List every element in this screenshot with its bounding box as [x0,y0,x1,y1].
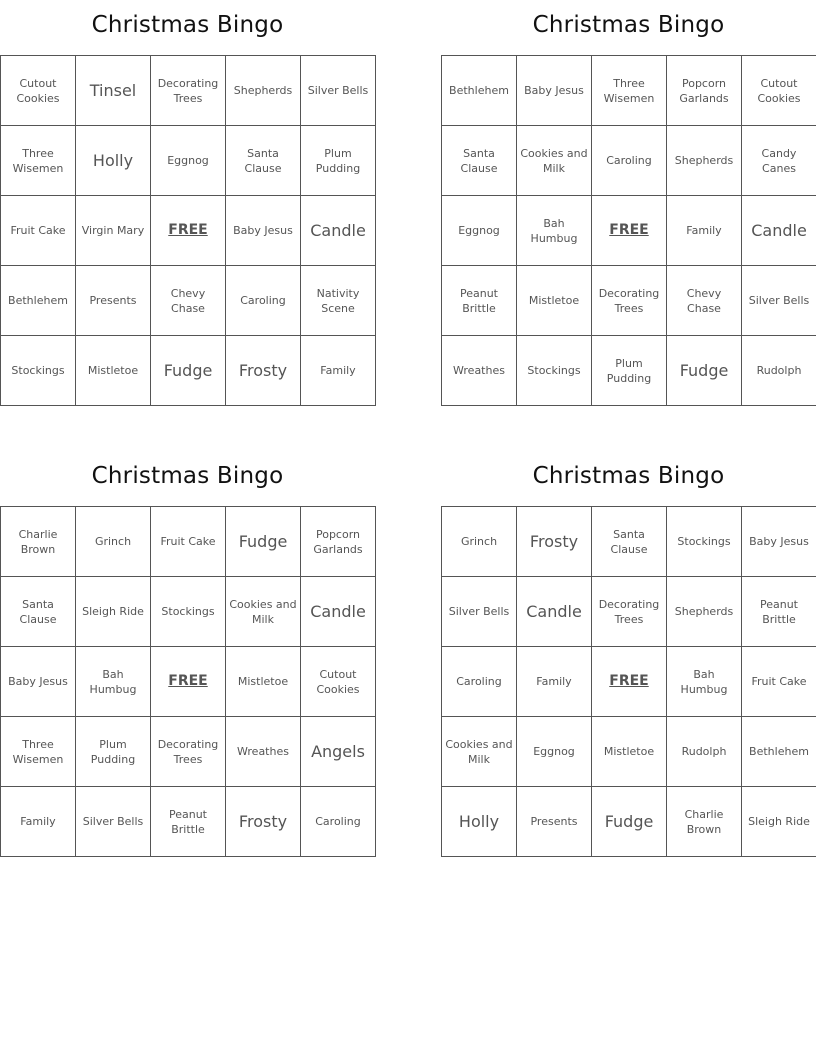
grid-cell: Chevy Chase [151,266,226,336]
grid-cell: Candle [301,196,376,266]
grid-cell: Fruit Cake [151,507,226,577]
grid-cell: Cutout Cookies [301,647,376,717]
grid-cell: Bethlehem [442,56,517,126]
grid-cell: Santa Clause [226,126,301,196]
grid-cell: Santa Clause [1,577,76,647]
grid-cell: Shepherds [667,126,742,196]
grid-cell: Family [667,196,742,266]
grid-cell: Nativity Scene [301,266,376,336]
grid-cell: Baby Jesus [226,196,301,266]
grid-cell: Baby Jesus [517,56,592,126]
grid-cell: Holly [76,126,151,196]
grid-cell: Eggnog [442,196,517,266]
grid-cell: Family [301,336,376,406]
grid-row [1,56,376,126]
grid-row [1,577,376,647]
grid-cell: Candle [742,196,816,266]
grid-cell: Cookies and Milk [226,577,301,647]
grid-cell: Tinsel [76,56,151,126]
grid-cell: Fudge [226,507,301,577]
grid-row [442,507,816,577]
bingo-grid [441,506,816,857]
grid-row [1,717,376,787]
grid-cell: Plum Pudding [76,717,151,787]
grid-cell: Stockings [667,507,742,577]
grid-cell: Santa Clause [592,507,667,577]
grid-cell: Bah Humbug [667,647,742,717]
grid-cell: Silver Bells [76,787,151,857]
grid-cell: Cutout Cookies [742,56,816,126]
grid-cell: Holly [442,787,517,857]
grid-row [1,787,376,857]
grid-row [1,507,376,577]
free-space: FREE [151,647,226,717]
grid-row [442,336,816,406]
grid-cell: Cookies and Milk [517,126,592,196]
grid-cell: Sleigh Ride [76,577,151,647]
grid-cell: Rudolph [742,336,816,406]
grid-cell: Silver Bells [301,56,376,126]
grid-cell: Sleigh Ride [742,787,816,857]
grid-cell: Peanut Brittle [151,787,226,857]
free-space: FREE [592,196,667,266]
grid-cell: Chevy Chase [667,266,742,336]
grid-cell: Mistletoe [76,336,151,406]
grid-cell: Mistletoe [517,266,592,336]
grid-cell: Presents [76,266,151,336]
bingo-grid [441,55,816,406]
grid-cell: Peanut Brittle [442,266,517,336]
grid-row [442,196,816,266]
grid-cell: Silver Bells [442,577,517,647]
grid-cell: Baby Jesus [742,507,816,577]
grid-cell: Shepherds [226,56,301,126]
grid-cell: Decorating Trees [592,577,667,647]
grid-cell: Wreathes [442,336,517,406]
grid-cell: Frosty [226,787,301,857]
grid-cell: Virgin Mary [76,196,151,266]
card-title: Christmas Bingo [532,463,725,489]
grid-cell: Presents [517,787,592,857]
grid-row [1,336,376,406]
grid-cell: Caroling [592,126,667,196]
grid-row [442,647,816,717]
grid-cell: Fudge [151,336,226,406]
grid-cell: Decorating Trees [592,266,667,336]
grid-cell: Cutout Cookies [1,56,76,126]
grid-cell: Santa Clause [442,126,517,196]
grid-cell: Decorating Trees [151,56,226,126]
grid-cell: Fruit Cake [1,196,76,266]
bingo-grid [0,55,376,406]
grid-cell: Frosty [226,336,301,406]
grid-cell: Family [1,787,76,857]
grid-cell: Family [517,647,592,717]
grid-cell: Fudge [667,336,742,406]
grid-cell: Bethlehem [1,266,76,336]
bingo-grid [0,506,376,857]
card-title: Christmas Bingo [532,12,725,38]
grid-cell: Cookies and Milk [442,717,517,787]
grid-cell: Charlie Brown [667,787,742,857]
grid-cell: Frosty [517,507,592,577]
grid-cell: Bah Humbug [76,647,151,717]
free-space: FREE [592,647,667,717]
grid-row [442,787,816,857]
grid-cell: Candy Canes [742,126,816,196]
grid-row [1,196,376,266]
grid-cell: Bethlehem [742,717,816,787]
grid-cell: Stockings [517,336,592,406]
grid-cell: Candle [301,577,376,647]
grid-cell: Three Wisemen [1,126,76,196]
grid-cell: Three Wisemen [592,56,667,126]
grid-cell: Caroling [442,647,517,717]
card-title: Christmas Bingo [91,463,284,489]
grid-row [1,126,376,196]
grid-cell: Angels [301,717,376,787]
grid-cell: Grinch [76,507,151,577]
grid-row [442,126,816,196]
free-space: FREE [151,196,226,266]
grid-row [442,717,816,787]
grid-cell: Popcorn Garlands [667,56,742,126]
grid-cell: Baby Jesus [1,647,76,717]
grid-row [442,56,816,126]
grid-row [1,266,376,336]
grid-cell: Mistletoe [592,717,667,787]
grid-row [442,266,816,336]
grid-cell: Plum Pudding [592,336,667,406]
grid-cell: Decorating Trees [151,717,226,787]
grid-cell: Candle [517,577,592,647]
grid-row [442,577,816,647]
card-title: Christmas Bingo [91,12,284,38]
grid-cell: Peanut Brittle [742,577,816,647]
grid-cell: Popcorn Garlands [301,507,376,577]
grid-cell: Eggnog [151,126,226,196]
grid-cell: Fudge [592,787,667,857]
grid-cell: Grinch [442,507,517,577]
grid-cell: Shepherds [667,577,742,647]
grid-cell: Plum Pudding [301,126,376,196]
grid-cell: Stockings [1,336,76,406]
grid-cell: Charlie Brown [1,507,76,577]
grid-cell: Stockings [151,577,226,647]
grid-cell: Fruit Cake [742,647,816,717]
grid-cell: Mistletoe [226,647,301,717]
grid-cell: Bah Humbug [517,196,592,266]
grid-cell: Silver Bells [742,266,816,336]
grid-cell: Eggnog [517,717,592,787]
grid-cell: Caroling [301,787,376,857]
grid-cell: Caroling [226,266,301,336]
grid-cell: Three Wisemen [1,717,76,787]
grid-row [1,647,376,717]
grid-cell: Wreathes [226,717,301,787]
grid-cell: Rudolph [667,717,742,787]
